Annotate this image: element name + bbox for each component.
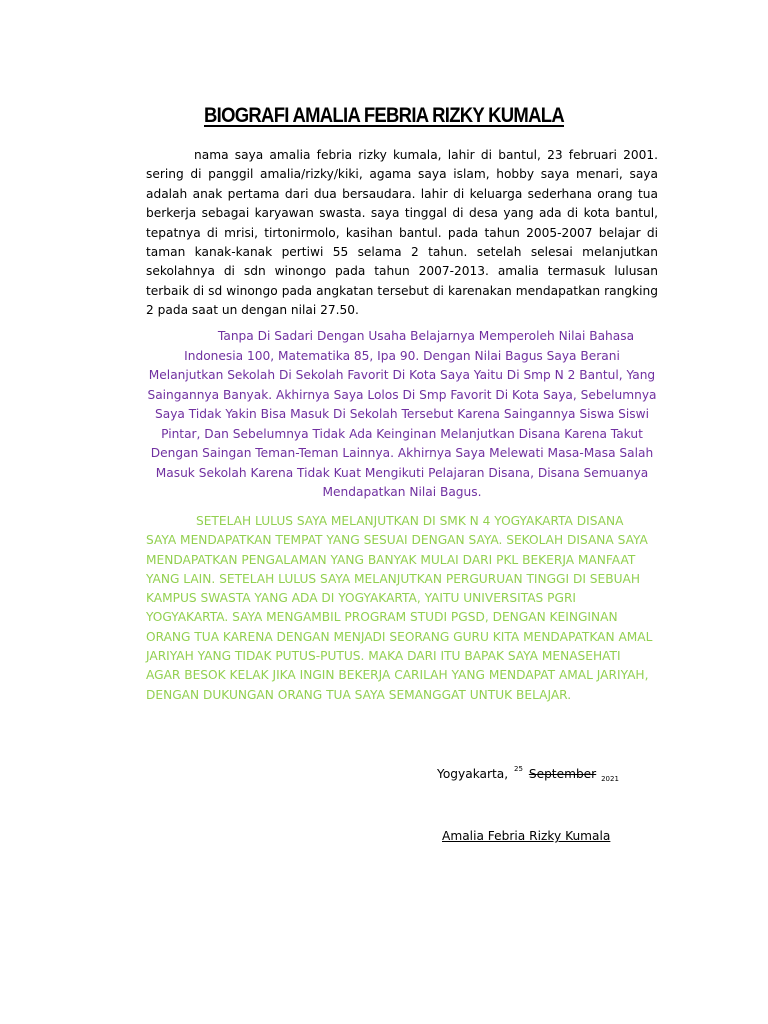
signature-name: Amalia Febria Rizky Kumala — [442, 829, 611, 843]
date-line — [437, 760, 619, 788]
date-month: September — [528, 767, 597, 781]
paragraph-biography-intro: nama saya amalia febria rizky kumala, lahir di bantul, 23 februari 2001. sering di panggil amalia/rizky/kiki, agama saya islam, hobby saya menari, saya adalah anak pertama dari dua bersaudara. lahir di keluarga sederhana orang tua berkerja sebagai karyawan swasta. saya tinggal di desa yang ada di kota bantul, tepatnya di mrisi, tirtonirmolo, kasihan bantul. pada tahun 2005-2007 belajar di taman kanak-kanak pertiwi 55 selama 2 tahun. setelah selesai melanjutkan sekolahnya di sdn winongo pada tahun 2007-2013. amalia termasuk lulusan terbaik di sd winongo pada angkatan tersebut di karenakan mendapatkan rangking 2 pada saat un dengan nilai 27.50. — [146, 148, 658, 318]
date-day: 25 — [514, 765, 523, 773]
document-title: BIOGRAFI AMALIA FEBRIA RIZKY KUMALA — [203, 104, 565, 127]
paragraph-further-education: SETELAH LULUS SAYA MELANJUTKAN DI SMK N 4 YOGYAKARTA DISANA SAYA MENDAPATKAN TEMPAT YANG SESUAI DENGAN SAYA. SEKOLAH DISANA SAYA MENDAPATKAN PENGALAMAN YANG BANYAK MULAI DARI PKL BEKERJA MANFAAT YANG LAIN. SETELAH LULUS SAYA MELANJUTKAN PERGURUAN TINGGI DI SEBUAH KAMPUS SWASTA YANG ADA DI YOGYAKARTA, YAITU UNIVERSITAS PGRI YOGYAKARTA. SAYA MENGAMBIL PROGRAM STUDI PGSD, DENGAN KEINGINAN ORANG TUA KARENA DENGAN MENJADI SEORANG GURU KITA MENDAPATKAN AMAL JARIYAH YANG TIDAK PUTUS-PUTUS. MAKA DARI ITU BAPAK SAYA MENASEHATI AGAR BESOK KELAK JIKA INGIN BEKERJA CARILAH YANG MENDAPAT AMAL JARIYAH, DENGAN DUKUNGAN ORANG TUA SAYA SEMANGGAT UNTUK BELAJAR. — [146, 514, 653, 702]
paragraph-school-story: Tanpa Di Sadari Dengan Usaha Belajarnya Memperoleh Nilai Bahasa Indonesia 100, Matematika 85, Ipa 90. Dengan Nilai Bagus Saya Berani Melanjutkan Sekolah Di Sekolah Favorit Di Kota Saya Yaitu Di Smp N 2 Bantul, Yang Saingannya Banyak. Akhirnya Saya Lolos Di Smp Favorit Di Kota Saya, Sebelumnya Saya Tidak Yakin Bisa Masuk Di Sekolah Tersebut Karena Saingannya Siswa Siswi Pintar, Dan Sebelumnya Tidak Ada Keinginan Melanjutkan Disana Karena Takut Dengan Saingan Teman-Teman Lainnya. Akhirnya Saya Melewati Masa-Masa Salah Masuk Sekolah Karena Tidak Kuat Mengikuti Pelajaran Disana, Disana Semuanya Mendapatkan Nilai Bagus. — [147, 329, 657, 499]
date-year: 2021 — [601, 775, 619, 783]
date-place: Yogyakarta, — [437, 767, 509, 781]
